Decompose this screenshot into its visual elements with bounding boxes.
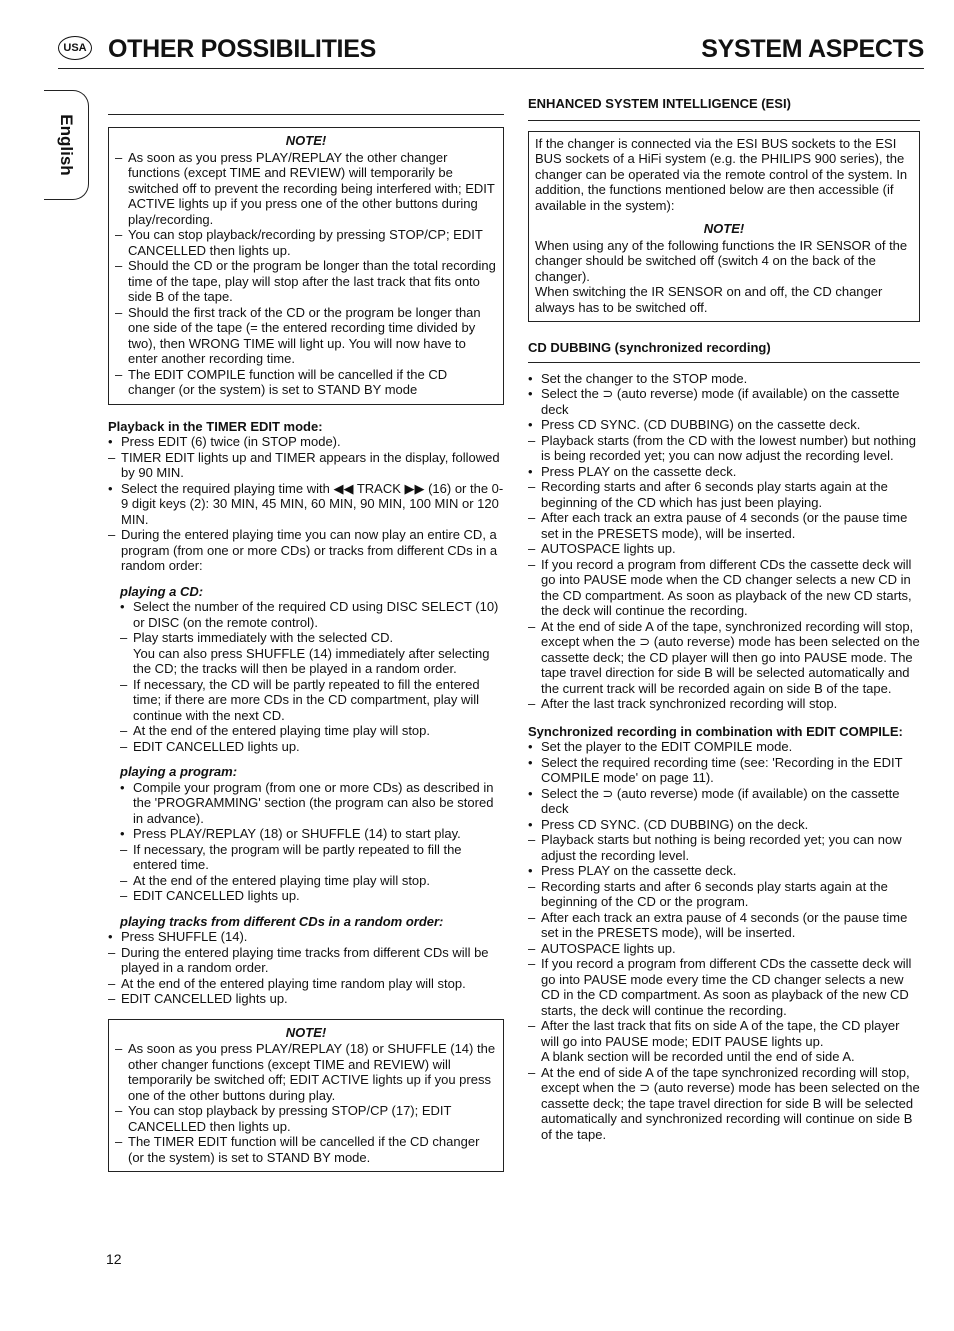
list-text: EDIT CANCELLED lights up. — [133, 738, 300, 754]
list-marker: – — [120, 630, 128, 645]
list-text: Press PLAY on the cassette deck. — [541, 463, 737, 479]
list-item — [108, 450, 504, 481]
list-text: At the end of side A of the tape synchronized recording will stop, except when the ⊃ (auto reverse) mode has been selected on the cassette deck; the tape travel direction for side B will be selected automatically and synchronized recording will continue on side B of the tape. — [541, 1064, 920, 1142]
list-text: Press CD SYNC. (CD DUBBING) on the cassette deck. — [541, 417, 861, 432]
divider — [528, 120, 920, 121]
list-marker: • — [528, 754, 533, 770]
list-item — [115, 1134, 497, 1165]
list-text: Press SHUFFLE (14). — [121, 929, 248, 944]
list-item — [528, 863, 920, 879]
list-item — [528, 479, 920, 510]
list-item — [115, 1103, 497, 1134]
list-item — [108, 929, 504, 945]
note-list — [115, 1041, 497, 1165]
list-item — [528, 541, 920, 557]
list-marker: • — [528, 386, 533, 401]
list-text: At the end of the entered playing time play will stop. — [133, 872, 431, 888]
list-marker: – — [528, 1064, 536, 1080]
list-marker: – — [115, 258, 123, 273]
list-text: At the end of the entered playing time play will stop. — [133, 723, 431, 738]
list-text: During the entered playing time tracks from different CDs will be played in a random order. — [121, 944, 489, 975]
note-title: NOTE! — [285, 133, 327, 148]
list-text: Select the required recording time (see: 'Recording in the EDIT COMPILE mode' on page 11). — [541, 754, 903, 785]
list-text: At the end of the entered playing time random play will stop. — [121, 975, 466, 991]
list-marker: – — [528, 432, 536, 448]
list-marker: – — [528, 510, 536, 525]
list-text: If necessary, the CD will be partly repeated to fill the entered time; if there are more CDs in the CD compartment, play will continue with the next CD. — [133, 676, 480, 723]
list-item — [528, 755, 920, 786]
list-text: As soon as you press PLAY/REPLAY the other changer functions (except TIME and REVIEW) will temporarily be switched off to prevent the recording being interfered with; EDIT ACTIVE lights up if you press one of the other buttons during play/recording. — [128, 149, 495, 227]
page-header — [58, 32, 924, 69]
esi-box — [528, 131, 920, 323]
right-column — [528, 96, 920, 1142]
list-item — [528, 910, 920, 941]
list-item — [108, 434, 504, 450]
list-text: EDIT CANCELLED lights up. — [121, 991, 288, 1006]
list-marker: • — [120, 599, 125, 614]
list-text: Select the number of the required CD using DISC SELECT (10) or DISC (on the remote control). — [133, 599, 499, 630]
list-text: After the last track that fits on side A of the tape, the CD player will go into PAUSE mode; EDIT PAUSE lights up. — [541, 1018, 900, 1049]
list-item — [528, 956, 920, 1018]
list-item — [528, 371, 920, 387]
list-item — [528, 1018, 920, 1049]
playing-cd-heading: playing a CD: — [120, 583, 204, 599]
list-text: AUTOSPACE lights up. — [541, 940, 676, 956]
list-item — [108, 991, 504, 1007]
list-marker: – — [115, 304, 123, 320]
list-marker: – — [108, 975, 116, 991]
list-marker: • — [528, 370, 533, 386]
playing-cd-list — [108, 599, 504, 754]
list-text: If you record a program from different CDs the cassette deck will go into PAUSE mode every time the CD changer selects a new CD in the CD compartment. As soon as playback of the new CD starts, the deck will continue the recording. — [541, 956, 912, 1018]
list-text: You can also press SHUFFLE (14) immediately after selecting the CD; the tracks will then be played in a random order. — [133, 645, 490, 676]
list-item — [108, 945, 504, 976]
list-item — [528, 817, 920, 833]
list-item — [120, 842, 504, 873]
list-marker: • — [528, 463, 533, 479]
random-order-heading: playing tracks from different CDs in a random order: — [120, 913, 444, 929]
list-marker: – — [115, 1103, 123, 1118]
list-text: AUTOSPACE lights up. — [541, 541, 676, 556]
list-marker: – — [115, 227, 123, 242]
list-text: If you record a program from different CDs the cassette deck will go into PAUSE mode when the CD changer selects a new CD in the CD compartment. As soon as playback of the new CD starts, the deck will continue the recording. — [541, 556, 912, 618]
list-text: Press EDIT (6) twice (in STOP mode). — [121, 434, 341, 449]
left-title: OTHER POSSIBILITIES — [108, 35, 376, 63]
list-marker: – — [528, 696, 536, 711]
list-text: A blank section will be recorded until the end of side A. — [541, 1049, 855, 1064]
list-text: Should the CD or the program be longer than the total recording time of the tape, play will stop after the last track that fits onto side B of the tape. — [128, 258, 496, 304]
esi-note-2: When switching the IR SENSOR on and off, the CD changer always has to be switched off. — [535, 284, 883, 315]
list-marker — [528, 1049, 541, 1065]
list-marker: – — [120, 872, 128, 888]
list-item — [115, 258, 497, 305]
list-item — [528, 417, 920, 433]
list-text: Set the player to the EDIT COMPILE mode. — [541, 739, 793, 754]
list-text: Should the first track of the CD or the program be longer than one side of the tape (= the entered recording time divided by two), then WRONG TIME will light up. You will now have to enter another recording time. — [128, 304, 481, 366]
random-order-list — [108, 929, 504, 1007]
cd-dubbing-list — [528, 371, 920, 712]
esi-text: If the changer is connected via the ESI BUS sockets to the ESI BUS sockets of a HiFi system (e.g. the PHILIPS 900 series), the changer can be operated via the remote control of the system. In addition, the functions mentioned below are then accessible (if available in the system): — [535, 135, 908, 213]
usa-badge: USA — [58, 36, 92, 60]
divider — [108, 114, 504, 115]
esi-heading: ENHANCED SYSTEM INTELLIGENCE (ESI) — [528, 96, 791, 111]
list-text: Press PLAY/REPLAY (18) or SHUFFLE (14) to start play. — [133, 826, 461, 841]
list-marker: – — [528, 1018, 536, 1033]
list-text: Press PLAY on the cassette deck. — [541, 863, 737, 878]
list-item — [120, 873, 504, 889]
list-text: Set the changer to the STOP mode. — [541, 370, 748, 386]
list-marker: – — [108, 449, 116, 465]
list-text: Recording starts and after 6 seconds play starts again at the beginning of the CD which has just been playing. — [541, 479, 888, 510]
list-marker: • — [120, 826, 125, 841]
list-marker: • — [108, 434, 113, 449]
list-item — [528, 786, 920, 817]
list-marker: – — [528, 956, 536, 971]
list-marker: – — [108, 991, 116, 1006]
list-marker: – — [528, 479, 536, 494]
list-text: After each track an extra pause of 4 seconds (or the pause time set in the PRESETS mode), will be inserted. — [541, 510, 908, 541]
list-marker: – — [528, 909, 536, 925]
list-item — [120, 739, 504, 755]
list-text: The EDIT COMPILE function will be cancelled if the CD changer (or the system) is set to STAND BY mode — [128, 366, 448, 397]
list-text: Playback starts but nothing is being recorded yet; you can now adjust the recording level. — [541, 832, 902, 863]
list-marker: – — [120, 738, 128, 754]
list-marker: – — [528, 832, 536, 847]
list-marker — [120, 646, 133, 677]
list-marker: • — [528, 816, 533, 832]
list-marker: – — [528, 541, 536, 556]
sync-compile-heading: Synchronized recording in combination with EDIT COMPILE: — [528, 723, 903, 739]
list-item — [528, 879, 920, 910]
list-text: At the end of side A of the tape, synchronized recording will stop, except when the ⊃ (auto reverse) mode has been selected on the cassette deck; the CD player will then go into PAUSE mode. The tape travel direction for side B will be selected automatically and the current track will be recorded again on side B of the tape. — [541, 618, 920, 696]
list-item — [528, 832, 920, 863]
list-marker: – — [528, 618, 536, 634]
list-item — [115, 227, 497, 258]
note-box-timer-edit — [108, 1019, 504, 1173]
right-title: SYSTEM ASPECTS — [701, 35, 924, 63]
list-text: Play starts immediately with the selected CD. — [133, 630, 394, 645]
list-text: If necessary, the program will be partly repeated to fill the entered time. — [133, 841, 462, 872]
list-text: The TIMER EDIT function will be cancelled if the CD changer (or the system) is set to STAND BY mode. — [128, 1134, 480, 1165]
list-item — [528, 464, 920, 480]
list-item — [528, 1065, 920, 1143]
list-marker: • — [528, 863, 533, 878]
list-marker: – — [115, 1041, 123, 1056]
timer-edit-heading: Playback in the TIMER EDIT mode: — [108, 418, 323, 434]
playing-program-heading: playing a program: — [120, 764, 238, 779]
timer-edit-list — [108, 434, 504, 574]
list-item — [528, 1049, 920, 1065]
list-item — [108, 481, 504, 528]
list-marker: • — [108, 480, 113, 496]
note-title: NOTE! — [703, 221, 745, 236]
list-item — [120, 723, 504, 739]
list-marker: – — [115, 149, 123, 165]
list-text: Compile your program (from one or more CDs) as described in the 'PROGRAMMING' section (the program can also be stored in advance). — [133, 779, 494, 826]
esi-note-1: When using any of the following functions the IR SENSOR of the changer should be switched off (switch 4 on the back of the changer). — [535, 237, 908, 284]
list-marker: – — [120, 723, 128, 738]
list-marker: • — [120, 779, 125, 795]
list-item — [528, 696, 920, 712]
list-item — [115, 367, 497, 398]
list-text: You can stop playback by pressing STOP/CP (17); EDIT CANCELLED then lights up. — [128, 1103, 452, 1134]
list-item — [120, 599, 504, 630]
list-item — [108, 976, 504, 992]
list-item — [528, 386, 920, 417]
sync-compile-list — [528, 739, 920, 1142]
list-item — [115, 1041, 497, 1103]
list-marker: • — [528, 785, 533, 801]
list-text: After the last track synchronized recording will stop. — [541, 696, 838, 711]
list-text: You can stop playback/recording by pressing STOP/CP; EDIT CANCELLED then lights up. — [128, 227, 483, 258]
list-text: EDIT CANCELLED lights up. — [133, 888, 300, 903]
language-tab — [44, 90, 89, 200]
list-text: Select the required playing time with ◀◀ TRACK ▶▶ (16) or the 0-9 digit keys (2): 30 MIN, 45 MIN, 60 MIN, 90 MIN, 100 MIN or 120 MIN. — [121, 480, 504, 527]
list-item — [528, 941, 920, 957]
divider — [528, 362, 920, 363]
list-marker: – — [528, 556, 536, 572]
list-marker: – — [528, 940, 536, 956]
list-item — [115, 305, 497, 367]
list-marker: – — [115, 366, 123, 382]
list-marker: – — [120, 676, 128, 692]
list-text: After each track an extra pause of 4 seconds (or the pause time set in the PRESETS mode), will be inserted. — [541, 909, 908, 940]
list-marker: – — [108, 527, 116, 542]
note-title: NOTE! — [285, 1024, 327, 1040]
list-item — [528, 739, 920, 755]
list-text: As soon as you press PLAY/REPLAY (18) or SHUFFLE (14) the other changer functions (except TIME and REVIEW) will temporarily be switched off; EDIT ACTIVE lights up if you press one of the other buttons during play. — [128, 1041, 496, 1103]
list-text: Press CD SYNC. (CD DUBBING) on the deck. — [541, 816, 809, 832]
page-number: 12 — [106, 1251, 122, 1267]
list-item — [528, 433, 920, 464]
left-column — [108, 100, 504, 1172]
list-item — [115, 150, 497, 228]
language-tab-label: English — [56, 114, 76, 176]
list-item — [528, 619, 920, 697]
playing-program-list — [108, 780, 504, 904]
note-box-edit-compile — [108, 127, 504, 405]
list-item — [120, 780, 504, 827]
list-item — [528, 510, 920, 541]
list-marker: – — [120, 888, 128, 903]
list-item — [120, 630, 504, 646]
list-marker: – — [115, 1134, 123, 1149]
list-marker: • — [528, 739, 533, 754]
list-item — [120, 888, 504, 904]
note-list — [115, 150, 497, 398]
list-item — [120, 677, 504, 724]
list-text: Select the ⊃ (auto reverse) mode (if available) on the cassette deck — [541, 785, 900, 816]
list-marker: – — [120, 841, 128, 857]
list-text: Select the ⊃ (auto reverse) mode (if available) on the cassette deck — [541, 386, 900, 417]
list-text: Recording starts and after 6 seconds play starts again at the beginning of the CD or the program. — [541, 878, 888, 909]
list-text: TIMER EDIT lights up and TIMER appears in the display, followed by 90 MIN. — [121, 449, 500, 480]
cd-dubbing-heading: CD DUBBING (synchronized recording) — [528, 340, 771, 355]
list-text: Playback starts (from the CD with the lowest number) but nothing is being recorded yet; you can now adjust the recording level. — [541, 432, 916, 463]
list-marker: – — [108, 944, 116, 960]
list-item — [120, 646, 504, 677]
list-marker: • — [108, 929, 113, 944]
list-item — [120, 826, 504, 842]
list-text: During the entered playing time you can now play an entire CD, a program (from one or more CDs) or tracks from different CDs in a random order: — [121, 527, 498, 573]
list-marker: – — [528, 878, 536, 894]
list-item — [108, 527, 504, 574]
list-item — [528, 557, 920, 619]
list-marker: • — [528, 417, 533, 432]
